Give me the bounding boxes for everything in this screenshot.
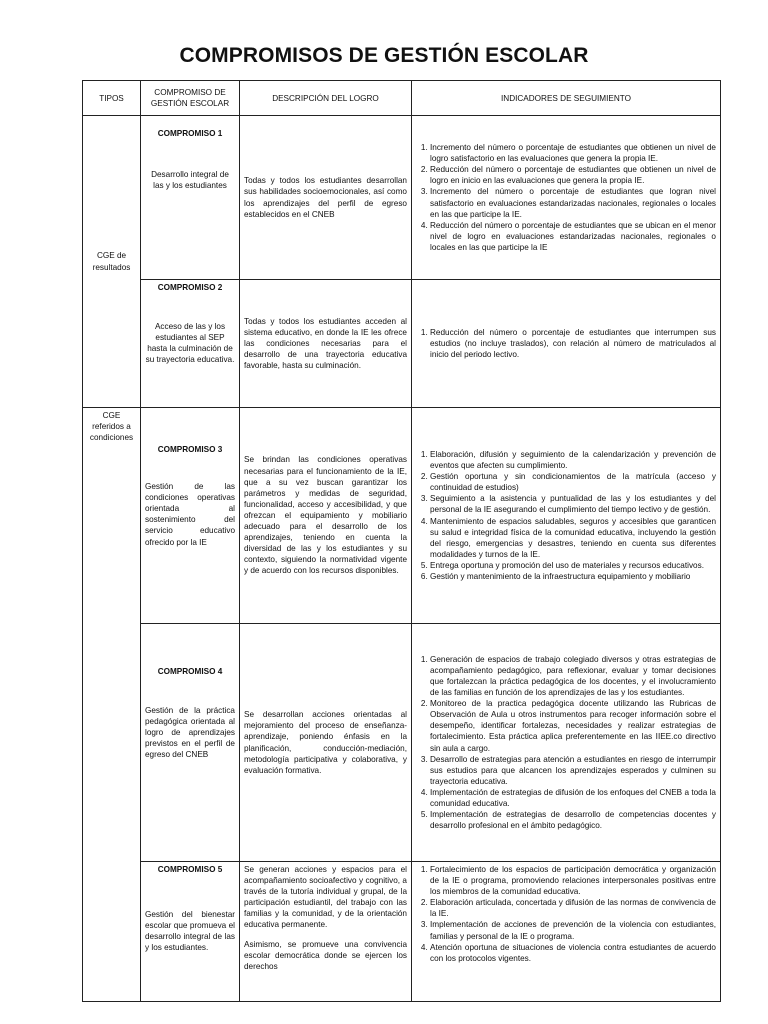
table-header-row xyxy=(83,81,721,116)
list-item: 2. Elaboración articulada, concertada y difusión de las normas de convivencia de la IE. xyxy=(430,897,716,919)
list-item: 2. Monitoreo de la practica pedagógica docente utilizando las Rubricas de Observación de Aula u otros instrumentos para recoger información sobre el desempeño, identificar fortalezas, necesidades y realizar estrategias de fortalecimiento. Esta práctica aplica preferentemente en las IIEE.co directivo sin aula a cargo. xyxy=(430,698,716,753)
descripcion-cell xyxy=(240,862,412,1002)
indicadores-cell xyxy=(412,862,721,1002)
list-item: 2. Reducción del número o porcentaje de estudiantes que obtienen un nivel de logro en inicio en las evaluaciones que genera la propia IE. xyxy=(430,164,716,186)
list-item: 4. Atención oportuna de situaciones de violencia contra estudiantes de acuerdo con los protocolos vigentes. xyxy=(430,942,716,964)
list-item: 5. Entrega oportuna y promoción del uso de materiales y recursos educativos. xyxy=(430,560,716,571)
list-item: 1. Fortalecimiento de los espacios de participación democrática y organización de la IE o programa, promoviendo relaciones interpersonales positivas entre los miembros de la comunidad educativa. xyxy=(430,864,716,897)
list-item: 4. Implementación de estrategias de difusión de los enfoques del CNEB a toda la comunidad educativa. xyxy=(430,787,716,809)
list-item: 3. Seguimiento a la asistencia y puntualidad de las y los estudiantes y del personal de la IE asegurando el cumplimiento del tiempo lectivo y de gestión. xyxy=(430,493,716,515)
indicadores-cell xyxy=(412,624,721,862)
list-item: 5. Implementación de estrategias de desarrollo de competencias docentes y desarrollo profesional en el ámbito pedagógico. xyxy=(430,809,716,831)
compromiso-cell xyxy=(141,408,240,624)
compromiso-name: COMPROMISO 1 xyxy=(157,129,223,138)
compromiso-cell xyxy=(141,624,240,862)
header-descripcion: DESCRIPCIÓN DEL LOGRO xyxy=(240,81,412,116)
table-row xyxy=(83,280,721,408)
compromiso-name: COMPROMISO 3 xyxy=(157,445,223,454)
list-item: 6. Gestión y mantenimiento de la infraestructura equipamiento y mobiliario xyxy=(430,571,716,582)
list-item: 1. Incremento del número o porcentaje de estudiantes que obtienen un nivel de logro satisfactorio en las evaluaciones que genera la propia IE. xyxy=(430,142,716,164)
header-indicadores: INDICADORES DE SEGUIMIENTO xyxy=(412,81,721,116)
descripcion-cell: Se desarrollan acciones orientadas al mejoramiento del proceso de enseñanza-aprendizaje, poniendo énfasis en la planificación, conducción-mediación, metodología participativa y colaborativa, y evaluación formativa. xyxy=(240,624,412,862)
compromiso-goal: Gestión de la práctica pedagógica orientada al logro de aprendizajes previstos en el perfil de egreso del CNEB xyxy=(145,706,235,760)
compromiso-cell xyxy=(141,116,240,280)
tipo-resultados: CGE de resultados xyxy=(83,116,141,408)
list-item: 2. Gestión oportuna y sin condicionamientos de la matrícula (acceso y continuidad de estudios) xyxy=(430,471,716,493)
table-row xyxy=(83,624,721,862)
list-item: 3. Desarrollo de estrategias para atención a estudiantes en riesgo de interrumpir sus estudios para que alcancen los aprendizajes esperados y culminen su trayectoria educativa. xyxy=(430,754,716,787)
list-item: 3. Implementación de acciones de prevención de la violencia con estudiantes, familias y personal de la IE o programa. xyxy=(430,919,716,941)
indicadores-cell xyxy=(412,116,721,280)
indicadores-cell xyxy=(412,280,721,408)
list-item: 1. Reducción del número o porcentaje de estudiantes que interrumpen sus estudios (no incluye traslados), con relación al número de matriculados al inicio del periodo lectivo. xyxy=(430,327,716,360)
compromiso-cell xyxy=(141,862,240,1002)
list-item: 4. Reducción del número o porcentaje de estudiantes que se ubican en el menor nivel de logro en evaluaciones estandarizadas nacionales, regionales o locales en las que participe la IE xyxy=(430,220,716,253)
descripcion-paragraph: Se generan acciones y espacios para el acompañamiento socioafectivo y cognitivo, a través de la tutoría individual y grupal, de la participación estudiantil, del trabajo con las familias y la comunidad, y de la orientación educativa permanente. xyxy=(244,865,407,930)
compromiso-name: COMPROMISO 5 xyxy=(157,865,223,874)
table-row xyxy=(83,862,721,1002)
compromiso-name: COMPROMISO 2 xyxy=(157,283,223,292)
compromiso-cell xyxy=(141,280,240,408)
descripcion-cell: Se brindan las condiciones operativas necesarias para el funcionamiento de la IE, que a su vez buscan garantizar los parámetros y medidas de seguridad, funcionalidad, acceso y accesibilidad, y que ofrezcan el equipamiento y mobiliario adecuado para el desarrollo de los aprendizajes, teniendo en cuenta la diversidad de las y los estudiantes y su contexto, siguiendo la normatividad vigente y de acuerdo con los recursos disponibles. xyxy=(240,408,412,624)
compromiso-name: COMPROMISO 4 xyxy=(157,667,223,676)
list-item: 1. Elaboración, difusión y seguimiento de la calendarización y prevención de eventos que afecten su cumplimiento. xyxy=(430,449,716,471)
header-tipos: TIPOS xyxy=(83,81,141,116)
table-row xyxy=(83,408,721,624)
list-item: 1. Generación de espacios de trabajo colegiado diversos y otras estrategias de acompañamiento pedagógico, para reflexionar, evaluar y tomar decisiones que fortalezcan la práctica pedagógica de los docentes, y el involucramiento de las familias en función de los aprendizajes de las y los estudiantes. xyxy=(430,654,716,698)
indicadores-cell xyxy=(412,408,721,624)
list-item: 4. Mantenimiento de espacios saludables, seguros y accesibles que garanticen su salud e integridad física de la comunidad educativa, incluyendo la gestión del riesgo, emergencias y desastres, teniendo en cuenta sus diferentes modalidades y turnos de la IE. xyxy=(430,516,716,560)
compromiso-goal: Desarrollo integral de las y los estudiantes xyxy=(151,170,229,191)
compromiso-goal: Gestión del bienestar escolar que promueva el desarrollo integral de las y los estudiantes. xyxy=(145,910,235,953)
compromiso-goal: Gestión de las condiciones operativas orientada al sostenimiento del servicio educativo ofrecido por la IE xyxy=(145,482,235,547)
header-compromiso: COMPROMISO DE GESTIÓN ESCOLAR xyxy=(141,81,240,116)
descripcion-cell: Todas y todos los estudiantes acceden al sistema educativo, en donde la IE les ofrece las condiciones necesarias para el desarrollo de una trayectoria educativa favorable, hasta su culminación. xyxy=(240,280,412,408)
tipo-condiciones: CGE referidos a condiciones xyxy=(83,408,141,1002)
descripcion-paragraph: Asimismo, se promueve una convivencia escolar democrática donde se ejercen los derechos xyxy=(244,939,407,971)
descripcion-cell: Todas y todos los estudiantes desarrollan sus habilidades socioemocionales, así como los aprendizajes del perfil de egreso establecidos en el CNEB xyxy=(240,116,412,280)
page-title: COMPROMISOS DE GESTIÓN ESCOLAR xyxy=(179,44,589,67)
compromisos-table xyxy=(82,80,721,1002)
compromiso-goal: Acceso de las y los estudiantes al SEP hasta la culminación de su trayectoria educativa. xyxy=(145,322,235,365)
list-item: 3. Incremento del número o porcentaje de estudiantes que logran nivel satisfactorio en evaluaciones estandarizadas nacionales, regionales o locales en las que participe la IE. xyxy=(430,186,716,219)
table-row xyxy=(83,116,721,280)
